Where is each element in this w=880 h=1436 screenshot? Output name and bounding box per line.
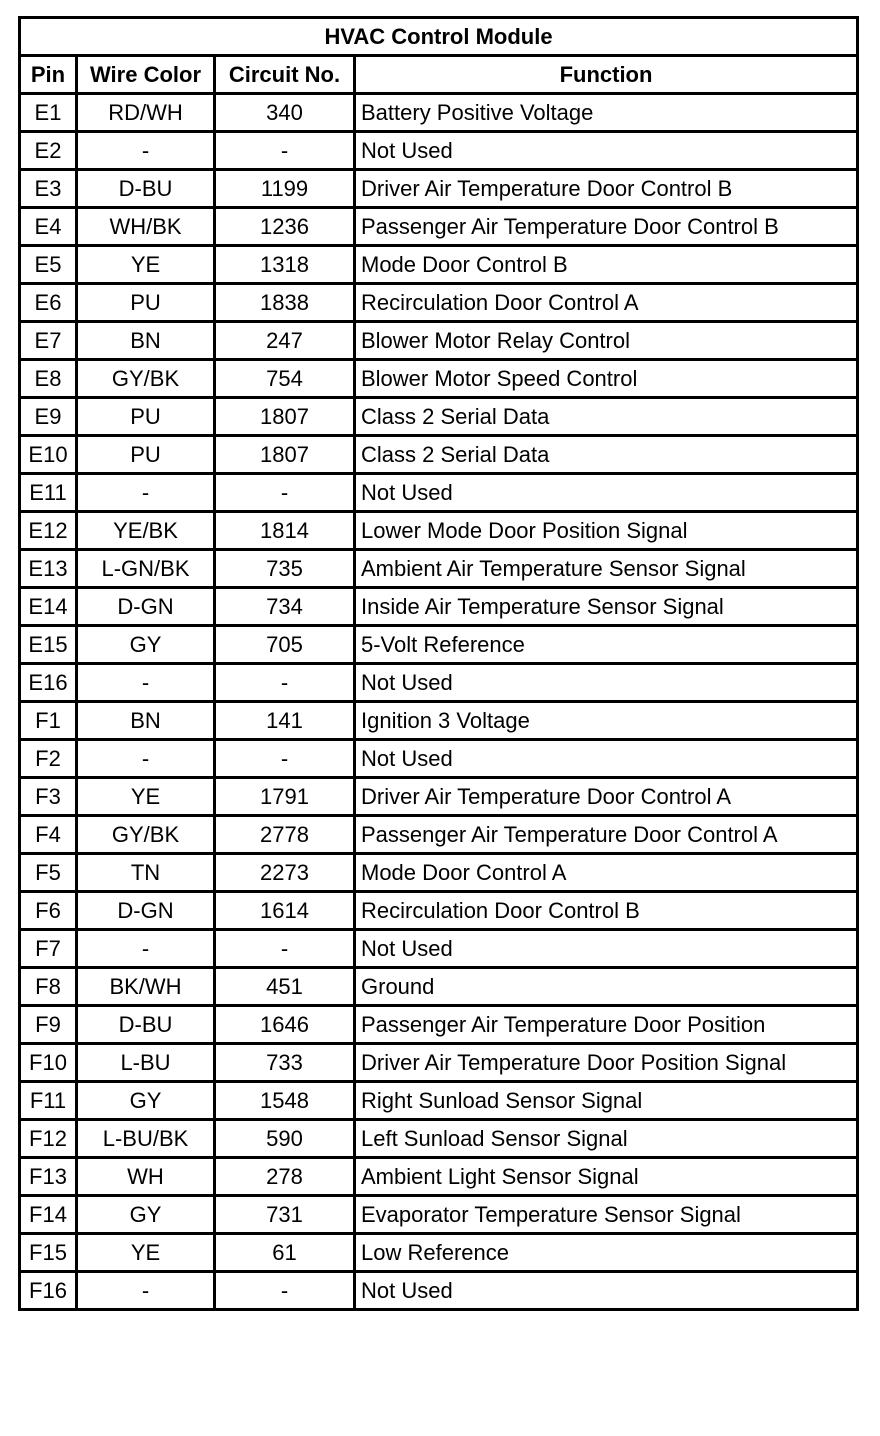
pin-cell: F8 — [20, 968, 77, 1006]
circuit-no-cell: 590 — [215, 1120, 355, 1158]
table-row — [20, 360, 858, 398]
wire-color-cell: D-BU — [77, 170, 215, 208]
table-row — [20, 930, 858, 968]
circuit-no-cell: 141 — [215, 702, 355, 740]
circuit-no-cell: 278 — [215, 1158, 355, 1196]
circuit-no-cell: 733 — [215, 1044, 355, 1082]
wire-color-cell: BN — [77, 702, 215, 740]
function-cell: Low Reference — [355, 1234, 858, 1272]
function-cell: Ambient Light Sensor Signal — [355, 1158, 858, 1196]
function-cell: Passenger Air Temperature Door Control A — [355, 816, 858, 854]
wire-color-cell: - — [77, 132, 215, 170]
pin-cell: E13 — [20, 550, 77, 588]
wire-color-cell: PU — [77, 436, 215, 474]
wire-color-cell: BN — [77, 322, 215, 360]
function-cell: Not Used — [355, 132, 858, 170]
wire-color-cell: PU — [77, 398, 215, 436]
wire-color-cell: - — [77, 1272, 215, 1310]
pin-cell: F9 — [20, 1006, 77, 1044]
pin-cell: F3 — [20, 778, 77, 816]
table-row — [20, 816, 858, 854]
wire-color-cell: D-GN — [77, 892, 215, 930]
function-cell: Not Used — [355, 474, 858, 512]
circuit-no-cell: 451 — [215, 968, 355, 1006]
circuit-no-cell: 1236 — [215, 208, 355, 246]
circuit-no-cell: 734 — [215, 588, 355, 626]
wire-color-cell: GY — [77, 626, 215, 664]
circuit-no-cell: 1614 — [215, 892, 355, 930]
circuit-no-cell: - — [215, 1272, 355, 1310]
table-row — [20, 588, 858, 626]
pin-cell: E9 — [20, 398, 77, 436]
circuit-no-cell: - — [215, 132, 355, 170]
header-pin: Pin — [20, 56, 77, 94]
table-title: HVAC Control Module — [20, 18, 858, 56]
wire-color-cell: WH/BK — [77, 208, 215, 246]
table-row — [20, 854, 858, 892]
function-cell: Blower Motor Speed Control — [355, 360, 858, 398]
function-cell: Ignition 3 Voltage — [355, 702, 858, 740]
function-cell: Inside Air Temperature Sensor Signal — [355, 588, 858, 626]
pin-cell: E15 — [20, 626, 77, 664]
function-cell: Not Used — [355, 930, 858, 968]
pin-cell: E10 — [20, 436, 77, 474]
pin-cell: F15 — [20, 1234, 77, 1272]
wire-color-cell: L-BU/BK — [77, 1120, 215, 1158]
circuit-no-cell: 1199 — [215, 170, 355, 208]
pin-cell: E14 — [20, 588, 77, 626]
function-cell: Blower Motor Relay Control — [355, 322, 858, 360]
table-row — [20, 1006, 858, 1044]
circuit-no-cell: 1791 — [215, 778, 355, 816]
circuit-no-cell: 731 — [215, 1196, 355, 1234]
function-cell: Not Used — [355, 1272, 858, 1310]
circuit-no-cell: 1318 — [215, 246, 355, 284]
table-row — [20, 1158, 858, 1196]
pin-cell: E1 — [20, 94, 77, 132]
pin-cell: F5 — [20, 854, 77, 892]
table-body — [20, 94, 858, 1310]
wire-color-cell: - — [77, 740, 215, 778]
function-cell: Mode Door Control B — [355, 246, 858, 284]
wire-color-cell: WH — [77, 1158, 215, 1196]
pin-cell: F4 — [20, 816, 77, 854]
circuit-no-cell: 754 — [215, 360, 355, 398]
wire-color-cell: GY — [77, 1082, 215, 1120]
wire-color-cell: - — [77, 930, 215, 968]
wire-color-cell: TN — [77, 854, 215, 892]
function-cell: Ambient Air Temperature Sensor Signal — [355, 550, 858, 588]
table-row — [20, 94, 858, 132]
circuit-no-cell: 705 — [215, 626, 355, 664]
function-cell: Evaporator Temperature Sensor Signal — [355, 1196, 858, 1234]
table-row — [20, 702, 858, 740]
table-row — [20, 968, 858, 1006]
table-row — [20, 474, 858, 512]
circuit-no-cell: 1807 — [215, 398, 355, 436]
wire-color-cell: - — [77, 664, 215, 702]
circuit-no-cell: 2273 — [215, 854, 355, 892]
pin-cell: F10 — [20, 1044, 77, 1082]
table-row — [20, 550, 858, 588]
circuit-no-cell: 247 — [215, 322, 355, 360]
pin-cell: E4 — [20, 208, 77, 246]
pin-cell: F6 — [20, 892, 77, 930]
circuit-no-cell: - — [215, 930, 355, 968]
circuit-no-cell: 1814 — [215, 512, 355, 550]
header-wire-color: Wire Color — [77, 56, 215, 94]
function-cell: Right Sunload Sensor Signal — [355, 1082, 858, 1120]
pin-cell: E11 — [20, 474, 77, 512]
table-row — [20, 1234, 858, 1272]
pin-cell: F12 — [20, 1120, 77, 1158]
circuit-no-cell: 1807 — [215, 436, 355, 474]
table-row — [20, 284, 858, 322]
pin-cell: F13 — [20, 1158, 77, 1196]
function-cell: Driver Air Temperature Door Position Signal — [355, 1044, 858, 1082]
wire-color-cell: GY — [77, 1196, 215, 1234]
hvac-pinout-table — [18, 16, 859, 1311]
function-cell: Lower Mode Door Position Signal — [355, 512, 858, 550]
wire-color-cell: - — [77, 474, 215, 512]
wire-color-cell: L-GN/BK — [77, 550, 215, 588]
table-row — [20, 778, 858, 816]
header-function: Function — [355, 56, 858, 94]
pin-cell: F16 — [20, 1272, 77, 1310]
circuit-no-cell: 61 — [215, 1234, 355, 1272]
pin-cell: E3 — [20, 170, 77, 208]
function-cell: Driver Air Temperature Door Control A — [355, 778, 858, 816]
wire-color-cell: PU — [77, 284, 215, 322]
table-row — [20, 170, 858, 208]
table-title-row — [20, 18, 858, 56]
table-row — [20, 398, 858, 436]
pin-cell: E6 — [20, 284, 77, 322]
circuit-no-cell: 2778 — [215, 816, 355, 854]
pin-cell: F7 — [20, 930, 77, 968]
wire-color-cell: RD/WH — [77, 94, 215, 132]
table-row — [20, 1196, 858, 1234]
function-cell: Mode Door Control A — [355, 854, 858, 892]
wire-color-cell: GY/BK — [77, 360, 215, 398]
circuit-no-cell: 1548 — [215, 1082, 355, 1120]
wire-color-cell: BK/WH — [77, 968, 215, 1006]
table-header-row — [20, 56, 858, 94]
table-row — [20, 626, 858, 664]
circuit-no-cell: - — [215, 740, 355, 778]
pin-cell: F11 — [20, 1082, 77, 1120]
pin-cell: F1 — [20, 702, 77, 740]
function-cell: Battery Positive Voltage — [355, 94, 858, 132]
function-cell: Ground — [355, 968, 858, 1006]
circuit-no-cell: - — [215, 664, 355, 702]
wire-color-cell: YE — [77, 778, 215, 816]
function-cell: Class 2 Serial Data — [355, 398, 858, 436]
circuit-no-cell: 735 — [215, 550, 355, 588]
table-row — [20, 208, 858, 246]
pin-cell: E12 — [20, 512, 77, 550]
pin-cell: E2 — [20, 132, 77, 170]
wire-color-cell: YE — [77, 1234, 215, 1272]
function-cell: Recirculation Door Control A — [355, 284, 858, 322]
wire-color-cell: YE — [77, 246, 215, 284]
table-row — [20, 512, 858, 550]
table-row — [20, 892, 858, 930]
table-row — [20, 246, 858, 284]
function-cell: Class 2 Serial Data — [355, 436, 858, 474]
wire-color-cell: GY/BK — [77, 816, 215, 854]
wire-color-cell: D-BU — [77, 1006, 215, 1044]
pin-cell: E5 — [20, 246, 77, 284]
table-row — [20, 436, 858, 474]
table-row — [20, 322, 858, 360]
pin-cell: E7 — [20, 322, 77, 360]
wire-color-cell: YE/BK — [77, 512, 215, 550]
table-row — [20, 1044, 858, 1082]
table-row — [20, 740, 858, 778]
pin-cell: E16 — [20, 664, 77, 702]
function-cell: 5-Volt Reference — [355, 626, 858, 664]
circuit-no-cell: 1646 — [215, 1006, 355, 1044]
table-row — [20, 132, 858, 170]
pin-cell: F2 — [20, 740, 77, 778]
function-cell: Not Used — [355, 740, 858, 778]
function-cell: Passenger Air Temperature Door Control B — [355, 208, 858, 246]
function-cell: Passenger Air Temperature Door Position — [355, 1006, 858, 1044]
circuit-no-cell: 1838 — [215, 284, 355, 322]
function-cell: Not Used — [355, 664, 858, 702]
header-circuit-no: Circuit No. — [215, 56, 355, 94]
function-cell: Recirculation Door Control B — [355, 892, 858, 930]
circuit-no-cell: - — [215, 474, 355, 512]
function-cell: Left Sunload Sensor Signal — [355, 1120, 858, 1158]
table-row — [20, 1272, 858, 1310]
circuit-no-cell: 340 — [215, 94, 355, 132]
table-row — [20, 664, 858, 702]
table-row — [20, 1120, 858, 1158]
pin-cell: F14 — [20, 1196, 77, 1234]
wire-color-cell: D-GN — [77, 588, 215, 626]
pin-cell: E8 — [20, 360, 77, 398]
table-row — [20, 1082, 858, 1120]
wire-color-cell: L-BU — [77, 1044, 215, 1082]
function-cell: Driver Air Temperature Door Control B — [355, 170, 858, 208]
